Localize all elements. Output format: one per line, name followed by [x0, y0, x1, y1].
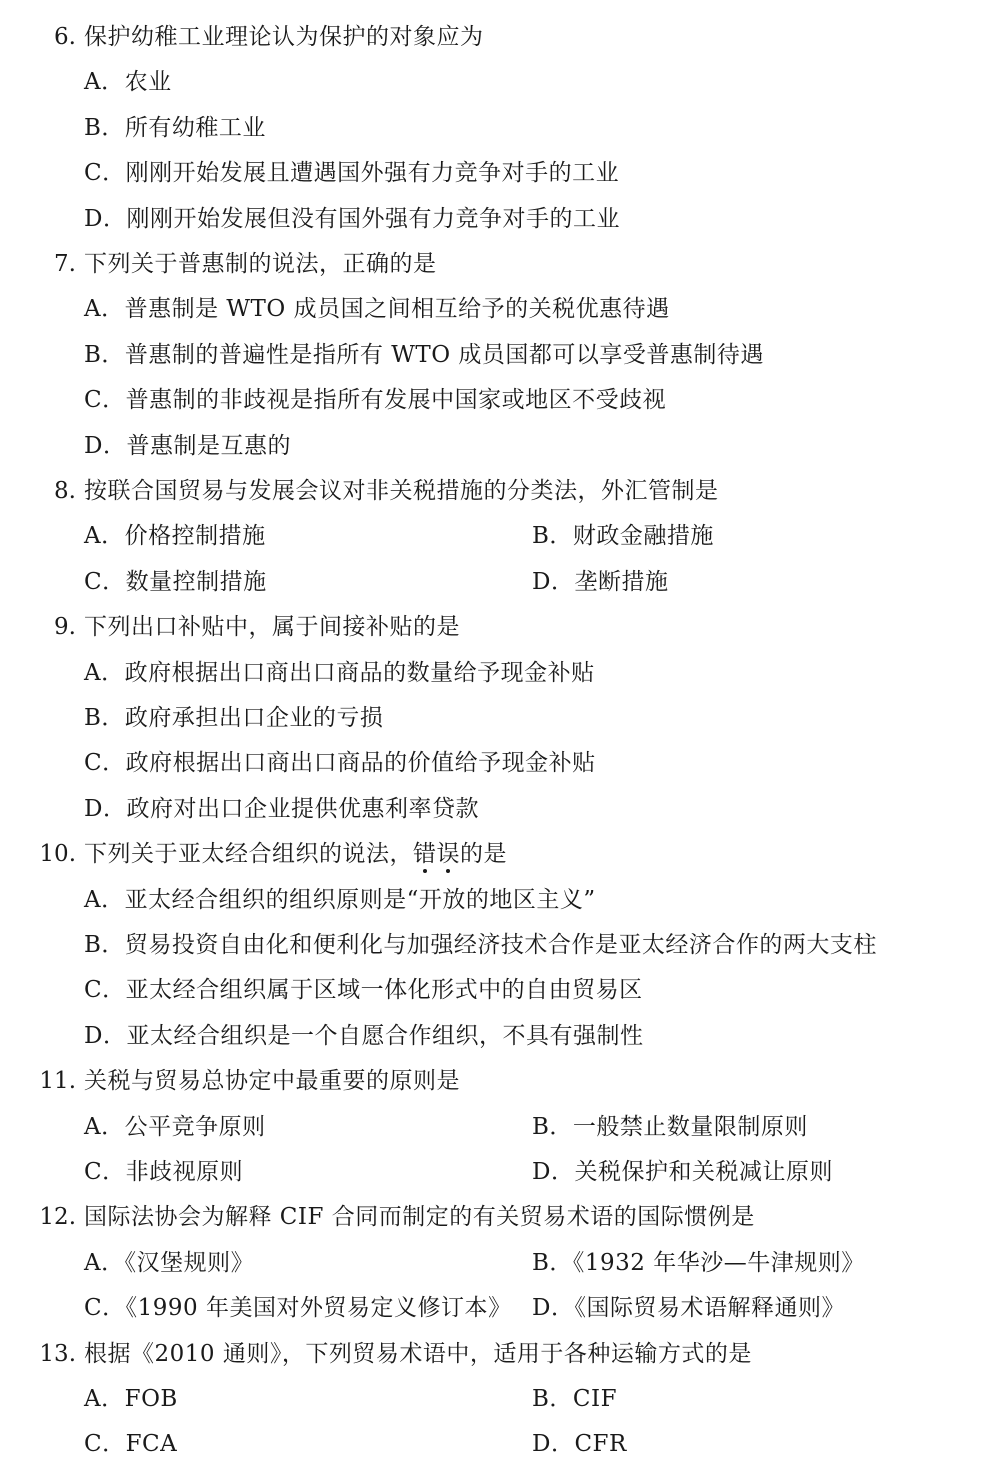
answer-option[interactable]: C．普惠制的非歧视是指所有发展中国家或地区不受歧视 [84, 387, 667, 414]
answer-option[interactable]: A．普惠制是 WTO 成员国之间相互给予的关税优惠待遇 [84, 296, 670, 323]
answer-option[interactable]: D．普惠制是互惠的 [84, 432, 291, 459]
answer-option[interactable]: D．垄断措施 [532, 568, 669, 595]
answer-option[interactable]: B．财政金融措施 [532, 523, 714, 550]
question-stem: 下列关于普惠制的说法，正确的是 [84, 251, 437, 277]
answer-option[interactable]: A．《汉堡规则》 [84, 1249, 255, 1276]
answer-option[interactable]: A．农业 [84, 69, 172, 96]
answer-option[interactable]: B．一般禁止数量限制原则 [532, 1113, 808, 1140]
answer-option[interactable]: B．《1932 年华沙—牛津规则》 [532, 1249, 865, 1276]
answer-option[interactable]: B．所有幼稚工业 [84, 114, 266, 141]
question-number: 12. [39, 1204, 76, 1231]
emphasis-dot [446, 869, 450, 873]
question-number: 11. [39, 1068, 76, 1095]
answer-option[interactable]: D．政府对出口企业提供优惠利率贷款 [84, 795, 479, 822]
answer-option[interactable]: B．政府承担出口企业的亏损 [84, 705, 384, 731]
answer-option[interactable]: A．亚太经合组织的组织原则是“开放的地区主义” [84, 886, 596, 913]
answer-option[interactable]: B．贸易投资自由化和便利化与加强经济技术合作是亚太经济合作的两大支柱 [84, 932, 877, 958]
question-number: 10. [39, 841, 76, 868]
question-stem: 下列关于亚太经合组织的说法，错误的是 [84, 841, 507, 868]
answer-option[interactable]: C．数量控制措施 [84, 568, 267, 595]
question-number: 13. [39, 1340, 76, 1367]
question-stem: 保护幼稚工业理论认为保护的对象应为 [84, 24, 484, 50]
question-stem: 按联合国贸易与发展会议对非关税措施的分类法，外汇管制是 [84, 478, 719, 504]
answer-option[interactable]: D．关税保护和关税减让原则 [532, 1159, 833, 1185]
answer-option[interactable]: C．FCA [84, 1431, 178, 1458]
question-stem: 国际法协会为解释 CIF 合同而制定的有关贸易术语的国际惯例是 [84, 1204, 755, 1231]
question-stem: 下列出口补贴中，属于间接补贴的是 [84, 614, 460, 641]
question-number: 6. [54, 24, 76, 50]
question-stem: 根据《2010 通则》，下列贸易术语中，适用于各种运输方式的是 [84, 1340, 752, 1367]
question-number: 7. [54, 251, 76, 277]
question-number: 8. [54, 478, 76, 504]
question-stem: 关税与贸易总协定中最重要的原则是 [84, 1068, 460, 1095]
answer-option[interactable]: B．CIF [532, 1386, 618, 1412]
emphasis-dot [423, 869, 427, 873]
answer-option[interactable]: D．CFR [532, 1431, 627, 1458]
answer-option[interactable]: D．《国际贸易术语解释通则》 [532, 1295, 845, 1322]
answer-option[interactable]: D．亚太经合组织是一个自愿合作组织，不具有强制性 [84, 1022, 644, 1049]
answer-option[interactable]: C．亚太经合组织属于区域一体化形式中的自由贸易区 [84, 977, 643, 1004]
answer-option[interactable]: C．非歧视原则 [84, 1159, 244, 1185]
answer-option[interactable]: A．政府根据出口商出口商品的数量给予现金补贴 [84, 659, 595, 686]
answer-option[interactable]: C．政府根据出口商出口商品的价值给予现金补贴 [84, 750, 596, 777]
answer-option[interactable]: A．公平竞争原则 [84, 1113, 266, 1140]
answer-option[interactable]: C．刚刚开始发展且遭遇国外强有力竞争对手的工业 [84, 160, 620, 187]
question-number: 9. [54, 614, 76, 641]
answer-option[interactable]: A．价格控制措施 [84, 523, 266, 550]
answer-option[interactable]: C．《1990 年美国对外贸易定义修订本》 [84, 1295, 512, 1322]
answer-option[interactable]: A．FOB [84, 1386, 178, 1412]
answer-option[interactable]: B．普惠制的普遍性是指所有 WTO 成员国都可以享受普惠制待遇 [84, 341, 764, 368]
answer-option[interactable]: D．刚刚开始发展但没有国外强有力竞争对手的工业 [84, 205, 620, 232]
